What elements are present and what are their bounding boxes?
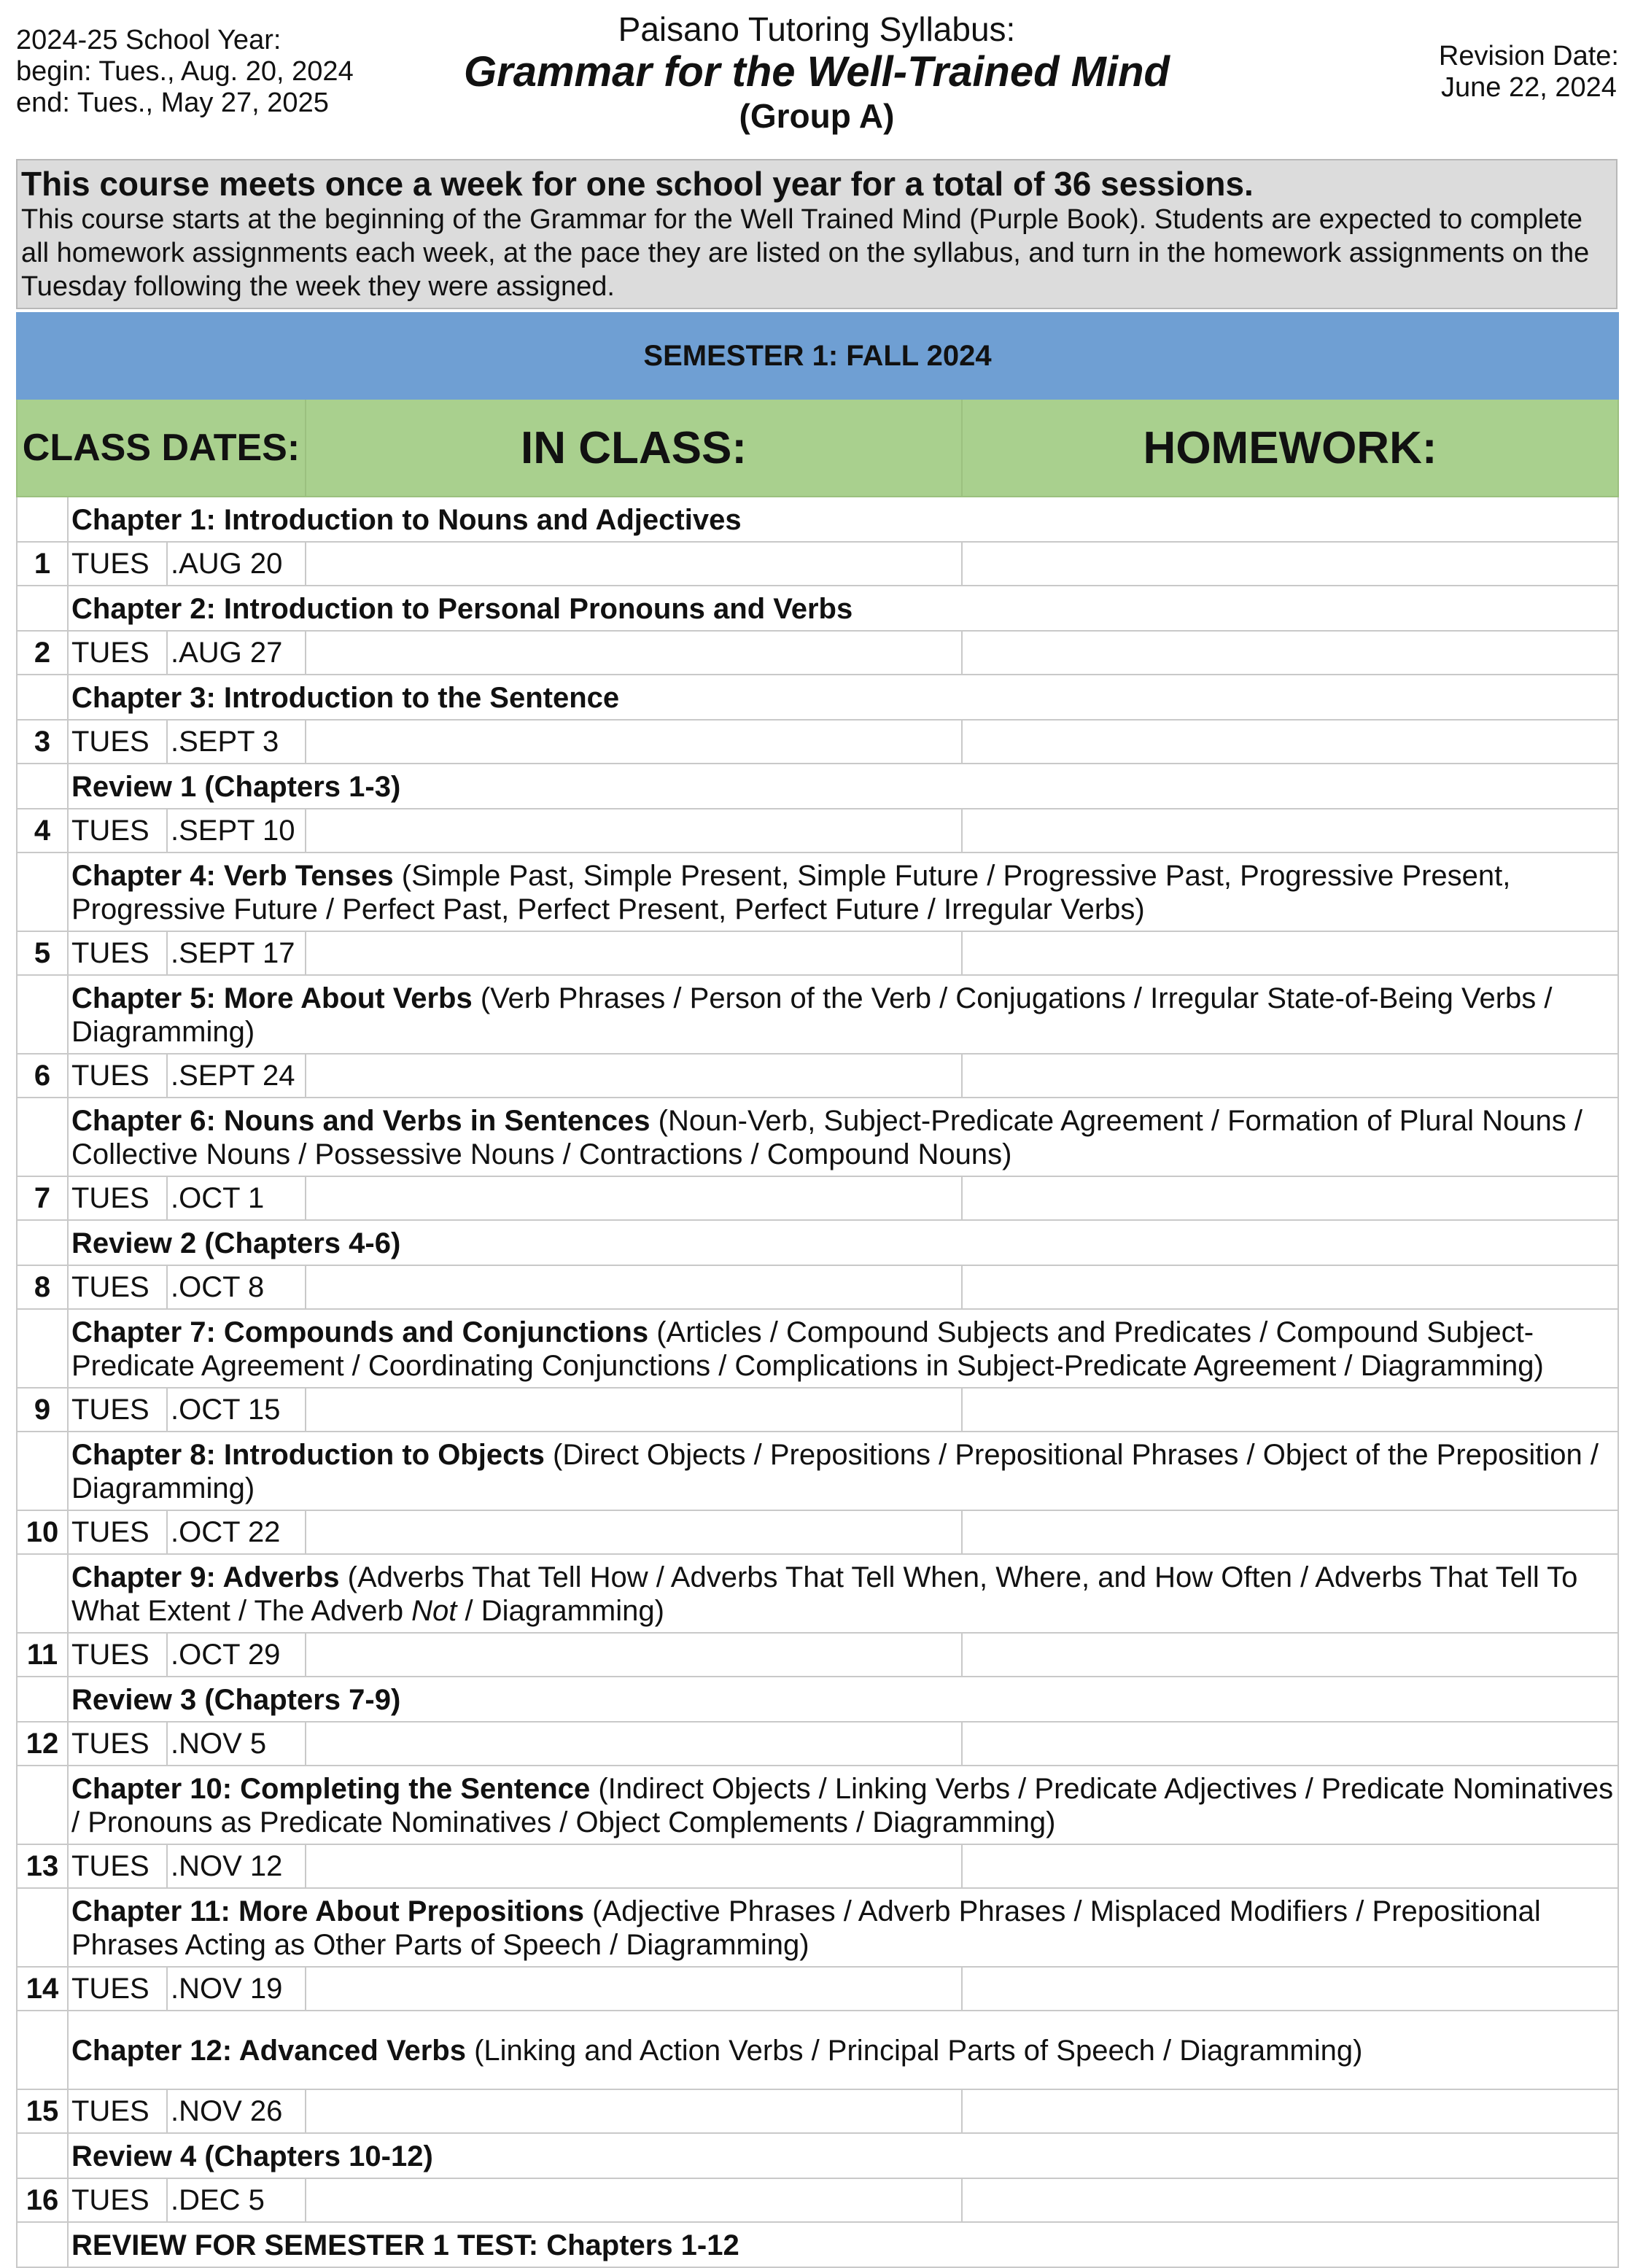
session-day: TUES bbox=[68, 2178, 167, 2222]
chapter-topic bbox=[68, 764, 1618, 809]
chapter-row-spacer bbox=[17, 1888, 68, 1967]
chapter-topic bbox=[68, 1888, 1618, 1967]
chapter-row-spacer bbox=[17, 1220, 68, 1265]
session-date: .OCT 1 bbox=[167, 1176, 306, 1220]
session-day: TUES bbox=[68, 1633, 167, 1677]
chapter-detail: (Indirect Objects / Linking Verbs / Predicate Adjectives / Predicate Nominatives / Pronouns as Predicate Nominatives / Object Complements / Diagramming) bbox=[71, 1773, 1614, 1838]
chapter-title: Chapter 7: Compounds and Conjunctions bbox=[71, 1316, 649, 1348]
chapter-title: Review 3 (Chapters 7-9) bbox=[71, 1684, 401, 1716]
chapter-row-spacer bbox=[17, 1554, 68, 1633]
chapter-topic bbox=[68, 1309, 1618, 1388]
in-class-cell bbox=[306, 931, 962, 975]
chapter-detail: (Noun-Verb, Subject-Predicate Agreement / Formation of Plural Nouns / Collective Nouns / Possessive Nouns / Contractions / Compound Nouns) bbox=[71, 1105, 1582, 1170]
session-date: .OCT 22 bbox=[167, 1510, 306, 1554]
session-row bbox=[17, 1510, 1618, 1554]
session-row bbox=[17, 931, 1618, 975]
session-row bbox=[17, 1176, 1618, 1220]
title-block bbox=[408, 10, 1225, 136]
chapter-row bbox=[17, 853, 1618, 931]
session-day: TUES bbox=[68, 809, 167, 853]
session-number: 14 bbox=[17, 1967, 68, 2011]
chapter-topic bbox=[68, 853, 1618, 931]
chapter-row-spacer bbox=[17, 675, 68, 720]
session-row bbox=[17, 1633, 1618, 1677]
session-date: .NOV 12 bbox=[167, 1844, 306, 1888]
chapter-detail: (Simple Past, Simple Present, Simple Future / Progressive Past, Progressive Present, Progressive Future / Perfect Past, Perfect Present, Perfect Future / Irregular Verbs) bbox=[71, 860, 1511, 925]
chapter-row-spacer bbox=[17, 1098, 68, 1176]
chapter-detail: (Verb Phrases / Person of the Verb / Conjugations / Irregular State-of-Being Verbs / Diagramming) bbox=[71, 982, 1553, 1048]
chapter-title: Chapter 9: Adverbs bbox=[71, 1561, 340, 1593]
session-day: TUES bbox=[68, 720, 167, 764]
homework-cell bbox=[962, 2089, 1618, 2133]
session-day: TUES bbox=[68, 1265, 167, 1309]
session-date: .SEPT 24 bbox=[167, 1054, 306, 1098]
end-date: end: Tues., May 27, 2025 bbox=[16, 88, 329, 118]
course-info-box bbox=[16, 159, 1617, 309]
session-number: 13 bbox=[17, 1844, 68, 1888]
session-number: 3 bbox=[17, 720, 68, 764]
session-day: TUES bbox=[68, 631, 167, 675]
revision-date: June 22, 2024 bbox=[1440, 72, 1617, 103]
session-number: 6 bbox=[17, 1054, 68, 1098]
chapter-row bbox=[17, 1220, 1618, 1265]
chapter-topic bbox=[68, 2011, 1618, 2089]
session-date: .AUG 20 bbox=[167, 542, 306, 586]
begin-date: begin: Tues., Aug. 20, 2024 bbox=[16, 56, 354, 87]
session-day: TUES bbox=[68, 2089, 167, 2133]
chapter-detail: (Linking and Action Verbs / Principal Parts of Speech / Diagramming) bbox=[474, 2035, 1363, 2067]
session-row bbox=[17, 720, 1618, 764]
session-row bbox=[17, 542, 1618, 586]
chapter-title: Chapter 8: Introduction to Objects bbox=[71, 1439, 545, 1471]
course-info-title: This course meets once a week for one school year for a total of 36 sessions. bbox=[21, 165, 1254, 203]
column-header-in-class: IN CLASS: bbox=[306, 399, 962, 497]
revision-label: Revision Date: bbox=[1438, 41, 1619, 71]
chapter-topic bbox=[68, 1098, 1618, 1176]
session-number: 4 bbox=[17, 809, 68, 853]
chapter-topic bbox=[68, 1677, 1618, 1722]
homework-cell bbox=[962, 1844, 1618, 1888]
chapter-row-spacer bbox=[17, 1432, 68, 1510]
in-class-cell bbox=[306, 2089, 962, 2133]
chapter-row bbox=[17, 586, 1618, 631]
homework-cell bbox=[962, 1265, 1618, 1309]
group-label: (Group A) bbox=[739, 97, 895, 135]
session-number: 15 bbox=[17, 2089, 68, 2133]
chapter-row-spacer bbox=[17, 853, 68, 931]
session-row bbox=[17, 1265, 1618, 1309]
chapter-title: REVIEW FOR SEMESTER 1 TEST: Chapters 1-12 bbox=[71, 2229, 739, 2261]
session-date: .OCT 15 bbox=[167, 1388, 306, 1432]
in-class-cell bbox=[306, 1054, 962, 1098]
column-header-homework: HOMEWORK: bbox=[962, 399, 1618, 497]
homework-cell bbox=[962, 1633, 1618, 1677]
chapter-row bbox=[17, 1766, 1618, 1844]
session-date: .NOV 19 bbox=[167, 1967, 306, 2011]
chapter-topic bbox=[68, 975, 1618, 1054]
chapter-row bbox=[17, 1309, 1618, 1388]
schedule-table bbox=[16, 312, 1619, 2268]
school-year-block bbox=[16, 25, 354, 119]
in-class-cell bbox=[306, 1265, 962, 1309]
in-class-cell bbox=[306, 631, 962, 675]
homework-cell bbox=[962, 1388, 1618, 1432]
session-row bbox=[17, 1722, 1618, 1766]
chapter-row bbox=[17, 2011, 1618, 2089]
in-class-cell bbox=[306, 1633, 962, 1677]
chapter-title: Review 1 (Chapters 1-3) bbox=[71, 771, 401, 803]
session-number: 9 bbox=[17, 1388, 68, 1432]
homework-cell bbox=[962, 1967, 1618, 2011]
chapter-topic bbox=[68, 1554, 1618, 1633]
session-day: TUES bbox=[68, 931, 167, 975]
chapter-detail: (Articles / Compound Subjects and Predicates / Compound Subject-Predicate Agreement / Coordinating Conjunctions / Complications in Subject-Predicate Agreement / Diagramming) bbox=[71, 1316, 1544, 1382]
session-number: 12 bbox=[17, 1722, 68, 1766]
chapter-row-spacer bbox=[17, 975, 68, 1054]
chapter-topic bbox=[68, 1220, 1618, 1265]
chapter-row-spacer bbox=[17, 1766, 68, 1844]
session-date: .OCT 8 bbox=[167, 1265, 306, 1309]
semester-title: SEMESTER 1: FALL 2024 bbox=[17, 313, 1618, 399]
session-row bbox=[17, 1844, 1618, 1888]
session-date: .NOV 26 bbox=[167, 2089, 306, 2133]
in-class-cell bbox=[306, 2178, 962, 2222]
chapter-topic bbox=[68, 1432, 1618, 1510]
session-number: 16 bbox=[17, 2178, 68, 2222]
session-row bbox=[17, 1967, 1618, 2011]
chapter-row bbox=[17, 764, 1618, 809]
homework-cell bbox=[962, 1722, 1618, 1766]
session-date: .SEPT 10 bbox=[167, 809, 306, 853]
chapter-title: Chapter 4: Verb Tenses bbox=[71, 860, 394, 892]
chapter-row bbox=[17, 1677, 1618, 1722]
chapter-row-spacer bbox=[17, 2133, 68, 2178]
session-row bbox=[17, 1388, 1618, 1432]
in-class-cell bbox=[306, 1722, 962, 1766]
school-year: 2024-25 School Year: bbox=[16, 25, 281, 55]
session-row bbox=[17, 631, 1618, 675]
homework-cell bbox=[962, 809, 1618, 853]
chapter-title: Review 4 (Chapters 10-12) bbox=[71, 2140, 433, 2172]
in-class-cell bbox=[306, 1388, 962, 1432]
homework-cell bbox=[962, 631, 1618, 675]
session-date: .SEPT 3 bbox=[167, 720, 306, 764]
homework-cell bbox=[962, 542, 1618, 586]
chapter-title: Chapter 3: Introduction to the Sentence bbox=[71, 682, 620, 714]
session-row bbox=[17, 1054, 1618, 1098]
homework-cell bbox=[962, 2178, 1618, 2222]
chapter-title: Review 2 (Chapters 4-6) bbox=[71, 1227, 401, 1259]
session-number: 1 bbox=[17, 542, 68, 586]
in-class-cell bbox=[306, 1510, 962, 1554]
session-day: TUES bbox=[68, 1388, 167, 1432]
homework-cell bbox=[962, 1510, 1618, 1554]
chapter-detail: (Adjective Phrases / Adverb Phrases / Misplaced Modifiers / Prepositional Phrases Acting as Other Parts of Speech / Diagramming) bbox=[71, 1895, 1541, 1961]
chapter-row bbox=[17, 497, 1618, 542]
session-day: TUES bbox=[68, 1844, 167, 1888]
in-class-cell bbox=[306, 1844, 962, 1888]
session-day: TUES bbox=[68, 542, 167, 586]
revision-block bbox=[1439, 41, 1619, 104]
session-row bbox=[17, 2089, 1618, 2133]
chapter-row-spacer bbox=[17, 1677, 68, 1722]
chapter-row bbox=[17, 1888, 1618, 1967]
chapter-row-spacer bbox=[17, 764, 68, 809]
in-class-cell bbox=[306, 809, 962, 853]
session-day: TUES bbox=[68, 1722, 167, 1766]
session-number: 7 bbox=[17, 1176, 68, 1220]
chapter-row bbox=[17, 2133, 1618, 2178]
column-header-row bbox=[17, 399, 1618, 497]
session-number: 10 bbox=[17, 1510, 68, 1554]
chapter-detail-end: / Diagramming) bbox=[457, 1595, 664, 1627]
chapter-topic bbox=[68, 586, 1618, 631]
chapter-row-spacer bbox=[17, 586, 68, 631]
chapter-title: Chapter 5: More About Verbs bbox=[71, 982, 473, 1014]
chapter-detail: (Direct Objects / Prepositions / Prepositional Phrases / Object of the Preposition / Diagramming) bbox=[71, 1439, 1599, 1504]
chapter-topic bbox=[68, 497, 1618, 542]
semester-header-row bbox=[17, 313, 1618, 399]
chapter-row bbox=[17, 2222, 1618, 2267]
page-title: Grammar for the Well-Trained Mind bbox=[464, 48, 1170, 96]
chapter-title: Chapter 2: Introduction to Personal Pronouns and Verbs bbox=[71, 593, 853, 625]
chapter-title: Chapter 11: More About Prepositions bbox=[71, 1895, 585, 1927]
chapter-row-spacer bbox=[17, 2011, 68, 2089]
chapter-topic bbox=[68, 1766, 1618, 1844]
session-date: .AUG 27 bbox=[167, 631, 306, 675]
chapter-row-spacer bbox=[17, 497, 68, 542]
session-day: TUES bbox=[68, 1176, 167, 1220]
session-day: TUES bbox=[68, 1510, 167, 1554]
course-info-body: This course starts at the beginning of the Grammar for the Well Trained Mind (Purple Book). Students are expected to complete all homework assignments each week, at the pace they are listed on the syllabus, and turn in the homework assignments on the Tuesday following the week they were assigned. bbox=[21, 204, 1590, 302]
session-day: TUES bbox=[68, 1054, 167, 1098]
homework-cell bbox=[962, 931, 1618, 975]
session-number: 11 bbox=[17, 1633, 68, 1677]
homework-cell bbox=[962, 720, 1618, 764]
chapter-row-spacer bbox=[17, 2222, 68, 2267]
session-date: .SEPT 17 bbox=[167, 931, 306, 975]
chapter-row-spacer bbox=[17, 1309, 68, 1388]
chapter-row bbox=[17, 1432, 1618, 1510]
in-class-cell bbox=[306, 542, 962, 586]
session-number: 5 bbox=[17, 931, 68, 975]
in-class-cell bbox=[306, 1176, 962, 1220]
chapter-title: Chapter 6: Nouns and Verbs in Sentences bbox=[71, 1105, 650, 1137]
session-number: 8 bbox=[17, 1265, 68, 1309]
chapter-row bbox=[17, 975, 1618, 1054]
chapter-topic bbox=[68, 2133, 1618, 2178]
session-date: .DEC 5 bbox=[167, 2178, 306, 2222]
chapter-topic bbox=[68, 2222, 1618, 2267]
session-number: 2 bbox=[17, 631, 68, 675]
syllabus-label: Paisano Tutoring Syllabus: bbox=[618, 10, 1016, 48]
chapter-title: Chapter 12: Advanced Verbs bbox=[71, 2035, 466, 2067]
session-date: .OCT 29 bbox=[167, 1633, 306, 1677]
column-header-class-dates: CLASS DATES: bbox=[17, 399, 306, 497]
chapter-row bbox=[17, 675, 1618, 720]
chapter-row bbox=[17, 1554, 1618, 1633]
in-class-cell bbox=[306, 1967, 962, 2011]
session-day: TUES bbox=[68, 1967, 167, 2011]
homework-cell bbox=[962, 1176, 1618, 1220]
chapter-detail-italic: Not bbox=[411, 1595, 457, 1627]
session-row bbox=[17, 809, 1618, 853]
session-row bbox=[17, 2178, 1618, 2222]
chapter-title: Chapter 10: Completing the Sentence bbox=[71, 1773, 591, 1805]
chapter-row bbox=[17, 1098, 1618, 1176]
chapter-topic bbox=[68, 675, 1618, 720]
homework-cell bbox=[962, 1054, 1618, 1098]
in-class-cell bbox=[306, 720, 962, 764]
chapter-title: Chapter 1: Introduction to Nouns and Adjectives bbox=[71, 504, 742, 536]
chapter-detail: (Adverbs That Tell How / Adverbs That Tell When, Where, and How Often / Adverbs That Tell To What Extent / The Adverb bbox=[71, 1561, 1578, 1627]
session-date: .NOV 5 bbox=[167, 1722, 306, 1766]
